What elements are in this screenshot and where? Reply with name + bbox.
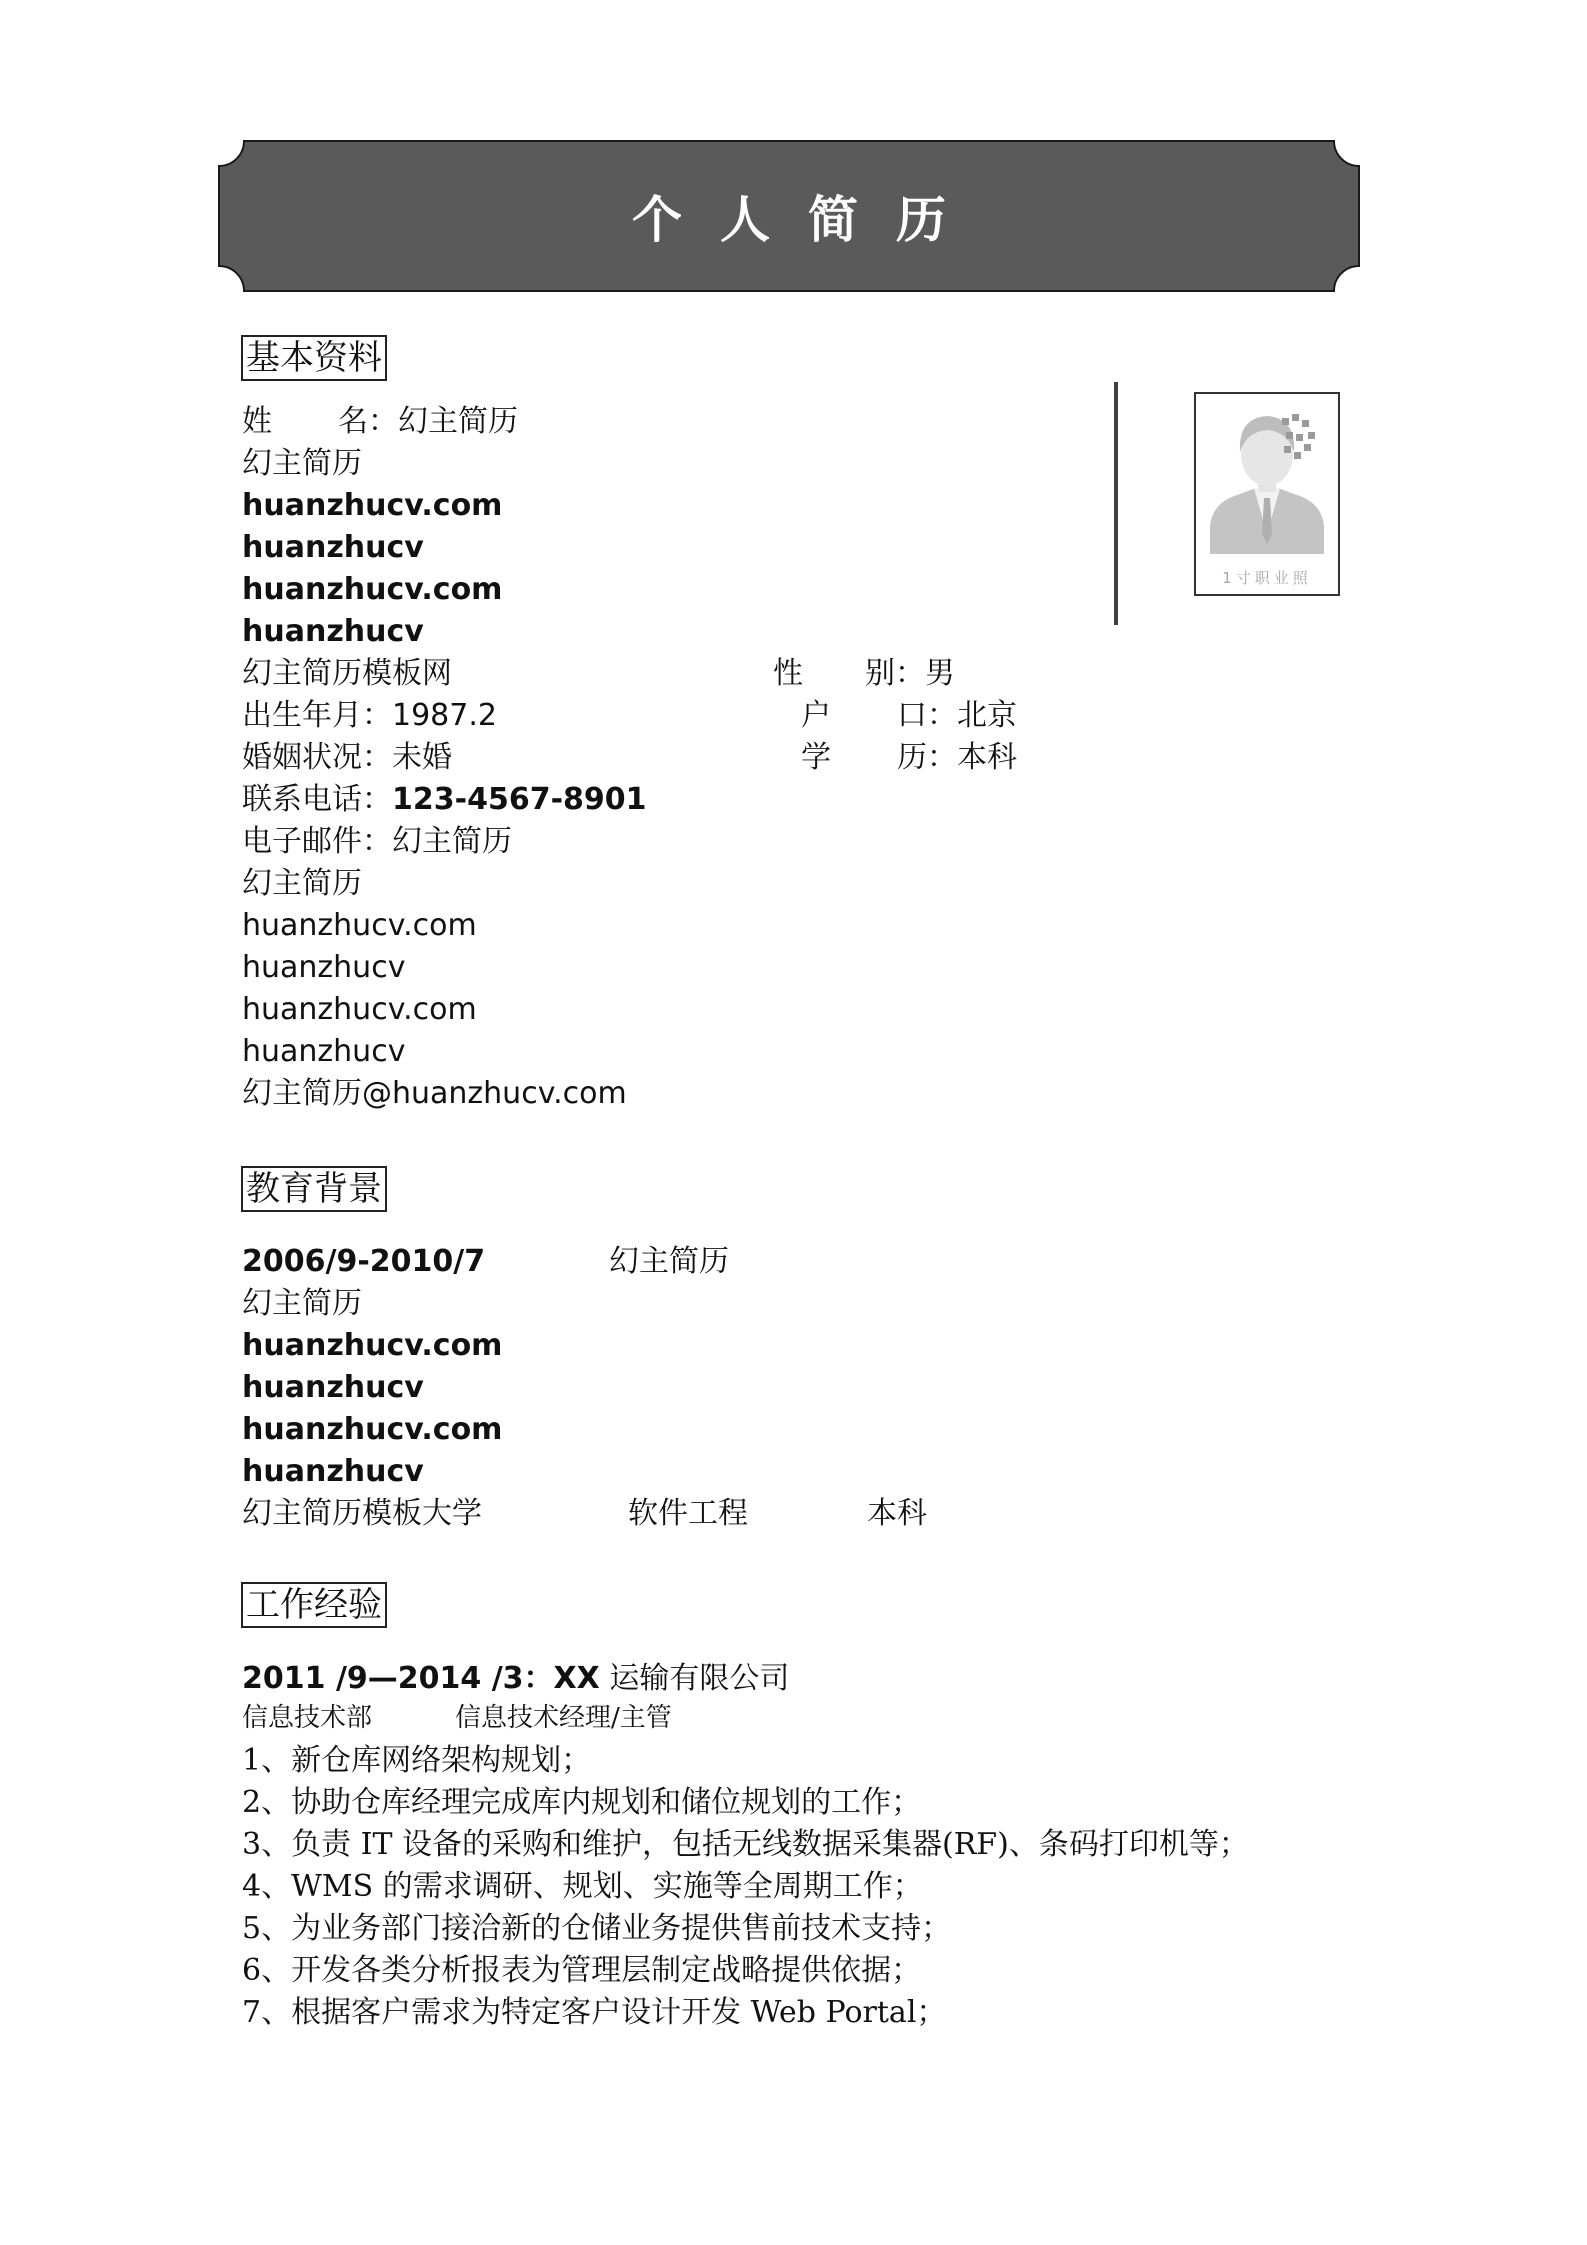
hukou-label-2: 口： — [897, 698, 957, 733]
name-value: 幻主简历 — [398, 404, 518, 439]
education-period-note: 幻主简历 — [609, 1244, 729, 1279]
degree: 本科 — [867, 1496, 927, 1531]
duty-item: 5、为业务部门接洽新的仓储业务提供售前技术支持； — [242, 1911, 952, 1946]
work-header — [242, 1658, 789, 1700]
person-silhouette-icon — [1196, 394, 1338, 594]
name-label-2: 名： — [338, 404, 398, 439]
birth-row — [242, 695, 497, 737]
hukou-row — [801, 695, 1017, 737]
duty-item: 3、负责 IT 设备的采购和维护，包括无线数据采集器(RF)、条码打印机等； — [242, 1827, 1249, 1862]
photo-caption: 1寸职业照 — [1222, 569, 1312, 587]
filler-line: huanzhucv — [242, 1454, 424, 1489]
education-level-value: 本科 — [957, 740, 1017, 775]
gender-label-1: 性 — [773, 656, 803, 691]
position: 信息技术经理/主管 — [455, 1703, 672, 1733]
gender-value: 男 — [925, 656, 955, 691]
filler-line: 幻主简历 — [242, 446, 362, 481]
duty-item: 4、WMS 的需求调研、规划、实施等全周期工作； — [242, 1869, 923, 1904]
email-address: 幻主简历@huanzhucv.com — [242, 1076, 627, 1111]
filler-line: huanzhucv.com — [242, 1412, 503, 1447]
email-row — [242, 821, 512, 863]
filler-line: 幻主简历模板网 — [242, 656, 452, 691]
filler-line: huanzhucv.com — [242, 908, 477, 943]
page-title: 个人简历 — [632, 190, 984, 249]
phone-row — [242, 779, 647, 821]
education-level-row — [801, 737, 1017, 779]
duty-item: 6、开发各类分析报表为管理层制定战略提供依据； — [242, 1953, 922, 1988]
birth-value: 1987.2 — [392, 698, 497, 733]
phone-label: 联系电话： — [242, 782, 392, 817]
section-heading-basic-info: 基本资料 — [241, 335, 387, 381]
duty-item: 1、新仓库网络架构规划； — [242, 1743, 592, 1778]
name-label-1: 姓 — [242, 404, 272, 439]
duty-item: 2、协助仓库经理完成库内规划和储位规划的工作； — [242, 1785, 922, 1820]
education-level-label-2: 历： — [897, 740, 957, 775]
filler-line: huanzhucv — [242, 530, 424, 565]
profile-photo-placeholder — [1194, 392, 1340, 596]
filler-line: huanzhucv — [242, 950, 406, 985]
vertical-divider — [1114, 382, 1118, 625]
birth-label: 出生年月： — [242, 698, 392, 733]
filler-line: 幻主简历 — [242, 866, 362, 901]
hukou-label-1: 户 — [801, 698, 831, 733]
work-period: 2011 /9—2014 /3： — [242, 1661, 554, 1696]
section-heading-education: 教育背景 — [241, 1166, 387, 1212]
major: 软件工程 — [628, 1496, 748, 1531]
department: 信息技术部 — [242, 1703, 373, 1733]
name-row — [242, 401, 518, 443]
company-name: 运输有限公司 — [609, 1661, 790, 1696]
section-heading-work: 工作经验 — [241, 1582, 387, 1628]
phone-value: 123-4567-8901 — [392, 782, 647, 817]
duty-item: 7、根据客户需求为特定客户设计开发 Web Portal； — [242, 1995, 947, 2030]
filler-line: huanzhucv — [242, 1034, 406, 1069]
marital-label: 婚姻状况： — [242, 740, 392, 775]
filler-line: huanzhucv.com — [242, 572, 503, 607]
filler-line: huanzhucv — [242, 614, 424, 649]
gender-row — [773, 653, 955, 695]
filler-line: huanzhucv.com — [242, 1328, 503, 1363]
marital-value: 未婚 — [392, 740, 452, 775]
filler-line: huanzhucv.com — [242, 992, 477, 1027]
email-value: 幻主简历 — [392, 824, 512, 859]
filler-line: huanzhucv.com — [242, 488, 503, 523]
filler-line: 幻主简历 — [242, 1286, 362, 1321]
email-label: 电子邮件： — [242, 824, 392, 859]
gender-label-2: 别： — [865, 656, 925, 691]
marital-row — [242, 737, 452, 779]
education-period: 2006/9-2010/7 — [242, 1244, 486, 1279]
school-name: 幻主简历模板大学 — [242, 1496, 482, 1531]
company-prefix: XX — [553, 1661, 600, 1696]
filler-line: huanzhucv — [242, 1370, 424, 1405]
hukou-value: 北京 — [957, 698, 1017, 733]
title-banner — [218, 140, 1360, 292]
education-level-label-1: 学 — [801, 740, 831, 775]
